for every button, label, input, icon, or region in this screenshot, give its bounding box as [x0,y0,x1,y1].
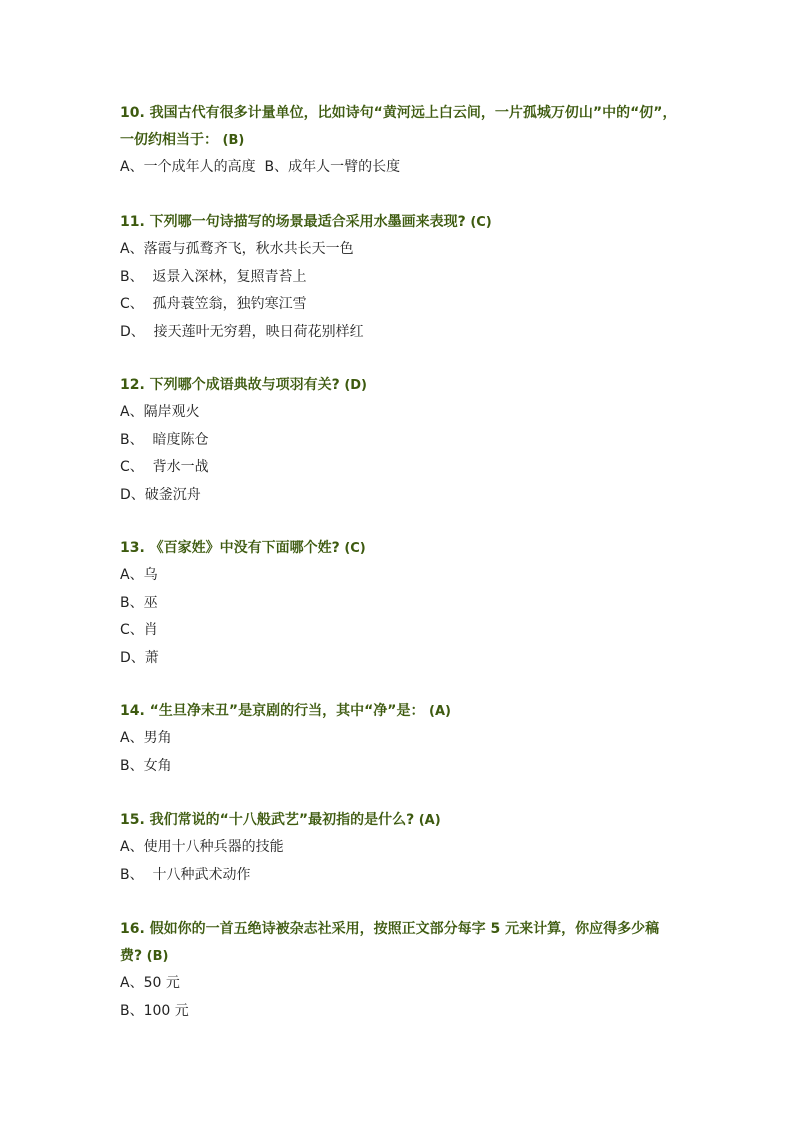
question-11 [120,209,680,346]
option-c: C、 背水一战 [120,459,209,475]
option-b: B、女角 [120,757,172,774]
option-b: B、 暗度陈仓 [120,431,209,448]
option-a: A、男角 [120,730,172,746]
answer-key: (D) [339,378,367,393]
question-13 [120,535,680,672]
option-a: A、使用十八种兵器的技能 [120,839,284,855]
option-c: C、肖 [120,622,158,638]
question-text: 10. 我国古代有很多计量单位，比如诗句“黄河远上白云间，一片孤城万仞山”中的“仞”，一仞约相当于： [120,105,677,148]
option-d: D、萧 [120,649,159,666]
option-d: D、 接天莲叶无穷碧，映日荷花别样红 [120,323,364,340]
option-d: D、破釜沉舟 [120,486,201,503]
question-text: 14. “生旦净末丑”是京剧的行当，其中“净”是： [120,703,425,719]
option-b: B、 十八种武术动作 [120,866,251,883]
question-text: 16. 假如你的一首五绝诗被杂志社采用，按照正文部分每字 5 元来计算，你应得多少稿费? [120,921,660,964]
option-b: B、100 元 [120,1002,189,1019]
option-a-b: A、一个成年人的高度 B、成年人一臂的长度 [120,159,401,175]
question-title [120,372,680,399]
question-14 [120,698,680,780]
option-b: B、 返景入深林，复照青苔上 [120,268,307,285]
question-title [120,535,680,562]
question-text: 12. 下列哪个成语典故与项羽有关? [120,377,340,393]
question-title [120,209,680,236]
question-text: 13. 《百家姓》中没有下面哪个姓? [120,540,340,556]
question-16 [120,916,680,1025]
answer-key: (B) [218,133,245,148]
question-title [120,100,680,154]
option-b: B、巫 [120,594,158,611]
option-a: A、隔岸观火 [120,404,200,420]
option-a: A、落霞与孤鹜齐飞，秋水共长天一色 [120,241,354,257]
question-text: 11. 下列哪一句诗描写的场景最适合采用水墨画来表现? [120,214,466,230]
answer-key: (C) [339,541,366,556]
answer-key: (A) [424,704,451,719]
question-12 [120,372,680,509]
question-title [120,698,680,725]
answer-key: (B) [142,949,169,964]
question-10 [120,100,680,182]
answer-key: (A) [414,813,441,828]
question-title [120,807,680,834]
question-text: 15. 我们常说的“十八般武艺”最初指的是什么? [120,812,415,828]
option-c: C、 孤舟蓑笠翁，独钓寒江雪 [120,296,307,312]
option-a: A、50 元 [120,975,180,991]
question-title [120,916,680,970]
answer-key: (C) [465,215,492,230]
question-15 [120,807,680,889]
option-a: A、乌 [120,567,158,583]
